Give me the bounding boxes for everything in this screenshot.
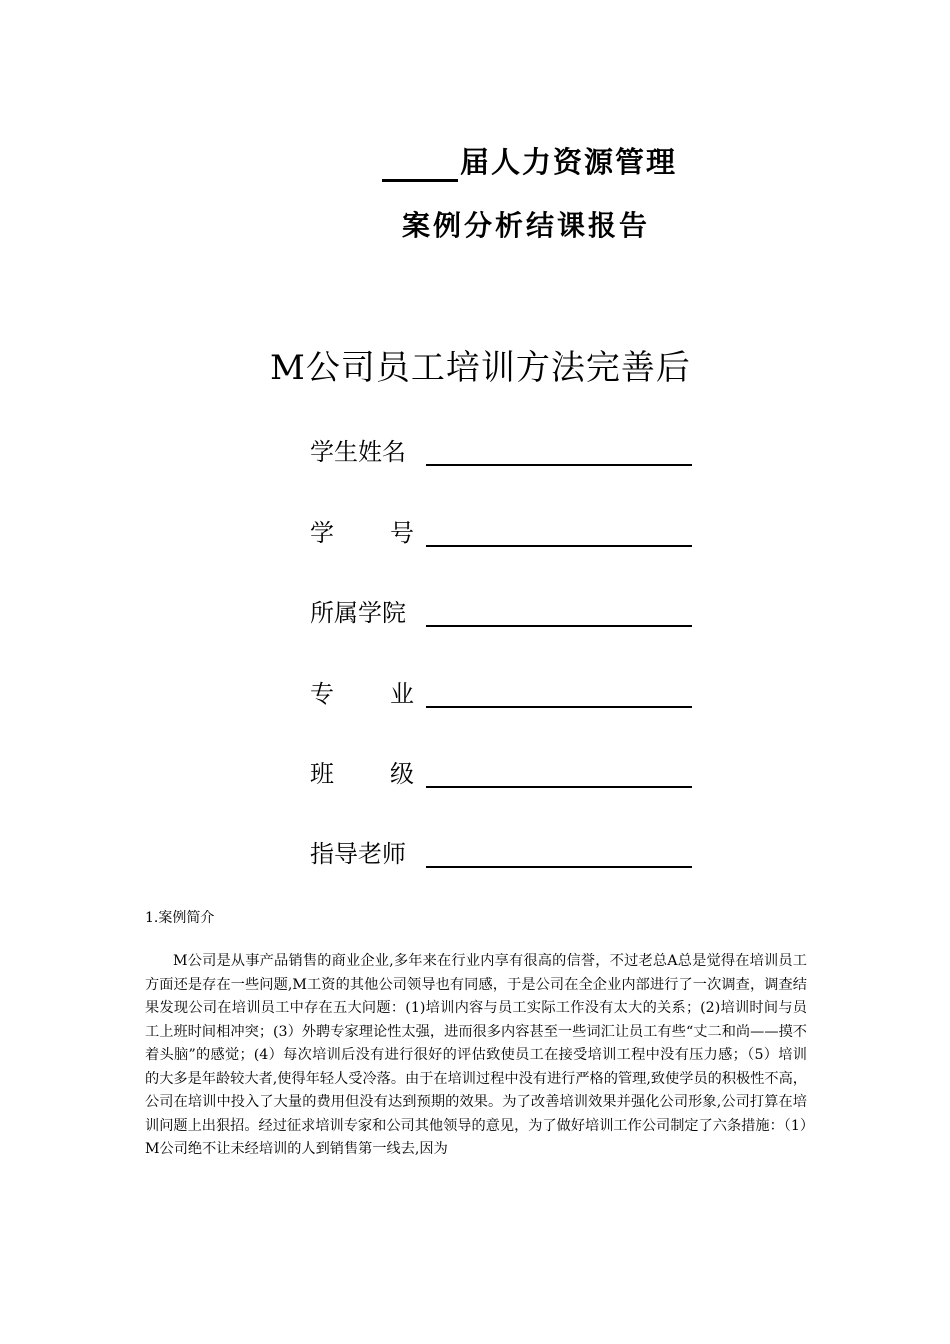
advisor-label: 指导老师 bbox=[310, 840, 406, 868]
class-line bbox=[426, 785, 692, 788]
case-intro-paragraph: M公司是从事产品销售的商业企业,多年来在行业内享有很高的信誉，不过老总A总是觉得在培训员工方面还是存在一些问题,M工资的其他公司领导也有同感，于是公司在全企业内部进行了一次调查，调查结果发现公司在培训员工中存在五大问题：(1)培训内容与员工实际工作没有太大的关系；(2)培训时间与员工上班时间相冲突；(3）外聘专家理论性太强，进而很多内容甚至一些词汇让员工有些“丈二和尚——摸不着头脑”的感觉；(4）每次培训后没有进行很好的评估致使员工在接受培训工程中没有压力感；（5）培训的大多是年龄较大者,使得年轻人受冷落。由于在培训过程中没有进行严格的管理,致使学员的积极性不高，公司在培训中投入了大量的费用但没有达到预期的效果。为了改善培训效果并强化公司形象,公司打算在培训问题上出狠招。经过征求培训专家和公司其他领导的意见，为了做好培训工作公司制定了六条措施：（1）M公司绝不让未经培训的人到销售第一线去,因为 bbox=[145, 953, 807, 1157]
report-header-line1 bbox=[382, 132, 677, 182]
student-name-line bbox=[426, 463, 692, 466]
report-title: M公司员工培训方法完善后 bbox=[270, 348, 691, 388]
class-field bbox=[310, 754, 700, 794]
report-header-line2: 案例分析结课报告 bbox=[402, 209, 651, 242]
class-label: 班 级 bbox=[310, 760, 414, 788]
college-line bbox=[426, 624, 692, 627]
advisor-line bbox=[426, 865, 692, 868]
major-field bbox=[310, 674, 700, 714]
major-label: 专 业 bbox=[310, 680, 414, 708]
student-id-label: 学 号 bbox=[310, 519, 414, 547]
college-field bbox=[310, 593, 700, 633]
student-name-label: 学生姓名 bbox=[310, 438, 406, 466]
report-header-text1: 届人力资源管理 bbox=[460, 145, 678, 179]
year-blank-line bbox=[382, 141, 458, 182]
advisor-field bbox=[310, 834, 700, 874]
major-line bbox=[426, 705, 692, 708]
section-heading: 1.案例简介 bbox=[145, 910, 215, 926]
student-name-field bbox=[310, 432, 700, 472]
college-label: 所属学院 bbox=[310, 599, 406, 627]
student-id-field bbox=[310, 513, 700, 553]
student-id-line bbox=[426, 544, 692, 547]
